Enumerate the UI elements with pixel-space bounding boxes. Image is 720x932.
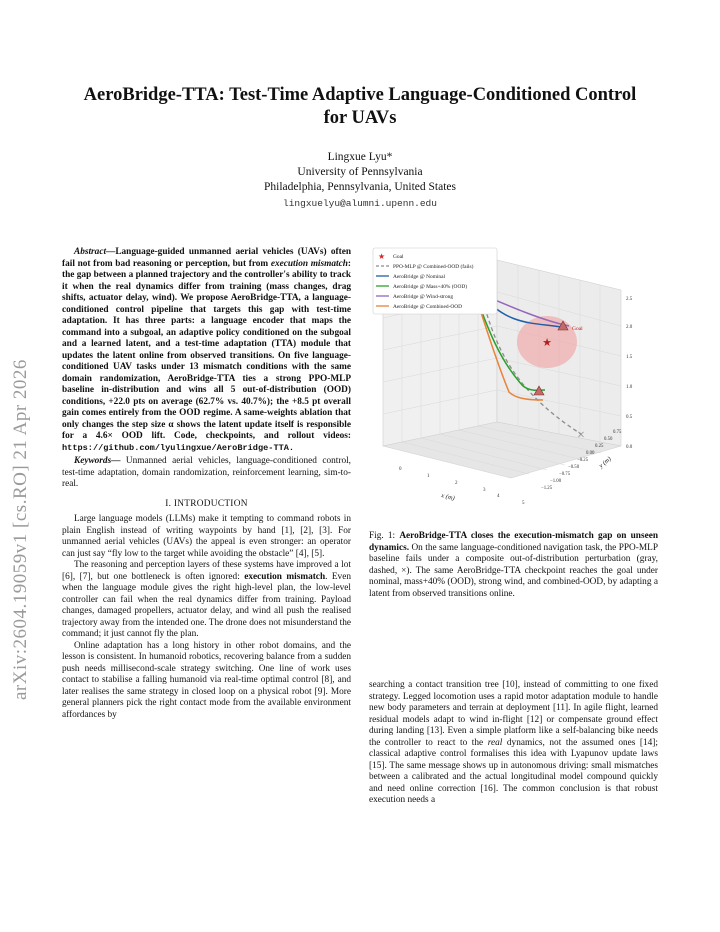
y-tick: 0.75: [613, 430, 622, 435]
trajectory-plot: [369, 246, 658, 514]
keywords-label: Keywords: [74, 456, 112, 466]
y-axis-label: y (m): [597, 455, 613, 470]
intro-paragraph-2: [62, 560, 351, 641]
abstract-text-b: : the gap between a planned trajectory and the controller's ability to track it when the real dynamics differ from training (mass changes, drag shifts, actuator delay, wind). We propose AeroBridge-TTA, a language-conditioned control pipeline that targets this gap with test-time adaptation. It has three parts: a language encoder that maps the command into a subgoal, an adaptive policy conditioned on the subgoal and a learned latent, and a test-time adaptation (TTA) module that updates the latent online from observed transitions. On five language-conditioned UAV tasks under 13 mismatch conditions with the same domain randomization, AeroBridge-TTA ties a strong PPO-MLP baseline in-distribution and wins all 5 out-of-distribution (OOD) conditions, +22.0 pts on average (62.7% vs. 40.7%); the +8.5 pt overall gain comes entirely from the OOD regime. A same-weights ablation that only changes the step size α shows the latent update itself is responsible for a 4.6× OOD lift. Code, checkpoints, and rollout videos:: [62, 258, 351, 441]
intro-paragraph-3: Online adaptation has a long history in other robot domains, and the lesson is consistent. In humanoid robotics, recovering balance from a sudden push needs millisecond-scale strategy switching. One line of work uses contact to stabilise a falling humanoid via real-time optimal control [8], and later realises the same strategy in closed loop on a physical robot [9]. More general planners pick the right contact mode from the available environment affordances by: [62, 640, 351, 720]
legend-entry-wind: AeroBridge @ Wind-strong: [393, 294, 454, 300]
abstract-label: Abstract: [74, 247, 107, 257]
abstract-dash: —: [106, 247, 116, 257]
y-tick: 0.00: [586, 451, 595, 456]
keywords-text: Unmanned aerial vehicles, language-conditioned control, test-time adaptation, domain randomization, reinforcement learning, sim-to-real.: [62, 456, 351, 489]
z-tick: 2.5: [626, 297, 633, 302]
section-heading: I. INTRODUCTION: [165, 498, 248, 509]
author-affiliation: University of Pennsylvania: [297, 166, 423, 178]
caption-text: On the same language-conditioned navigation task, the PPO-MLP baseline fails under a composite out-of-distribution perturbation (gray, dashed, ×). The same AeroBridge-TTA checkpoint reaches the goal under nominal, mass+40% (OOD), strong wind, and combined-OOD, by adapting a latent from observed transitions online.: [369, 542, 658, 599]
z-tick: 0.5: [626, 415, 633, 420]
author-name: Lingxue Lyu*: [327, 151, 393, 163]
keywords: [62, 456, 351, 491]
intro-p2-rest: . Even when the language module gives the right high-level plan, the low-level controller can fail when the real dynamics differ from training. Payload changes, damaged propellers, actuator delay, and wind all push the realised trajectory away from the intended one. The drone does not misunderstand the command; it just cannot fly the plan.: [62, 571, 351, 639]
z-tick: 1.5: [626, 355, 633, 360]
figure-1: [369, 246, 658, 514]
x-tick: 0: [399, 467, 402, 472]
x-tick: 1: [427, 474, 430, 479]
y-tick: −0.25: [577, 458, 589, 463]
arxiv-identifier: arXiv:2604.19059v1 [cs.RO] 21 Apr 2026: [10, 359, 31, 700]
z-tick: 2.0: [626, 325, 633, 330]
z-tick: 0.0: [626, 445, 633, 450]
legend-entry-combined: AeroBridge @ Combined-OOD: [393, 304, 463, 310]
intro-p2-bold: execution mismatch: [244, 571, 326, 582]
x-axis-label: x (m): [440, 492, 456, 503]
right-column: [369, 680, 658, 807]
figure-caption: [369, 531, 658, 600]
z-tick-labels: [626, 297, 633, 450]
left-column: [62, 247, 351, 721]
y-tick: −0.50: [568, 465, 580, 470]
x-tick: 4: [497, 494, 500, 499]
x-tick: 5: [522, 501, 525, 506]
x-tick: 2: [455, 481, 458, 486]
paper-title: AeroBridge-TTA: Test-Time Adaptive Language-Conditioned Control for UAVs: [83, 85, 637, 128]
abstract-emphasis: execution mismatch: [270, 258, 348, 269]
z-tick: 1.0: [626, 385, 633, 390]
intro-right-text-b: dynamics, not the assumed ones [14]; classical adaptive control formalises this idea with Lyapunov update laws [15]. The same message shows up in autonomous driving: small mismatches between a calibrated and the actual longitudinal model compound quickly and need online correction [16]. The common conclusion is that robust execution needs a: [369, 737, 658, 805]
intro-right-emphasis: real: [487, 737, 503, 748]
code-link[interactable]: https://github.com/lyulingxue/AeroBridge-TTA.: [62, 442, 295, 453]
legend-entry-ppo: PPO-MLP @ Combined-OOD (fails): [393, 264, 474, 270]
legend-goal-marker: ★: [378, 252, 386, 261]
author-email[interactable]: lingxuelyu@alumni.upenn.edu: [283, 198, 437, 209]
intro-right-text-a: searching a contact transition tree [10], instead of committing to one fixed strategy. Legged locomotion uses a rapid motor adaptation module to handle new body parameters and terrain at deployment [11]. In agile flight, learned residual models adapt to wind in-flight [12] or compensate ground effect during landing [13]. Even a simple platform like a self-balancing bike needs the controller to react to the: [369, 680, 658, 748]
legend-entry-mass: AeroBridge @ Mass+40% (OOD): [393, 284, 468, 290]
y-tick: 0.50: [604, 437, 613, 442]
y-tick: −0.75: [559, 472, 571, 477]
legend-entry-nominal: AeroBridge @ Nominal: [393, 274, 445, 280]
goal-label: Goal: [572, 326, 583, 332]
y-tick: 0.25: [595, 444, 604, 449]
legend-entry-goal: Goal: [393, 254, 404, 260]
ppo-failure-x: ×: [577, 428, 585, 443]
keywords-dash: —: [111, 456, 121, 466]
intro-paragraph-1: Large language models (LLMs) make it tempting to command robots in plain English instead of writing waypoints by hand [1], [2], [3]. For unmanned aerial vehicles (UAVs) the appeal is even stronger: an operator can just say “fly low to the target while avoiding the obstacle” [4], [5].: [62, 514, 351, 559]
caption-bold: AeroBridge-TTA closes the execution-mismatch gap on unseen dynamics.: [369, 531, 659, 553]
author-email-wrap: [70, 196, 650, 211]
caption-label: Fig. 1:: [369, 531, 400, 541]
author-location: Philadelphia, Pennsylvania, United States: [264, 181, 456, 193]
goal-star: ★: [542, 337, 552, 349]
x-tick: 3: [483, 488, 486, 493]
y-tick: −1.25: [541, 486, 553, 491]
abstract-text-a: Language-guided unmanned aerial vehicles (UAVs) often fail not from bad reasoning or perception, but from: [62, 247, 351, 269]
abstract: [62, 247, 351, 454]
y-tick: −1.00: [550, 479, 562, 484]
intro-p2-text: The reasoning and perception layers of these systems have improved a lot [6], [7], but one bottleneck is often ignored:: [62, 560, 351, 582]
legend: [373, 248, 497, 314]
